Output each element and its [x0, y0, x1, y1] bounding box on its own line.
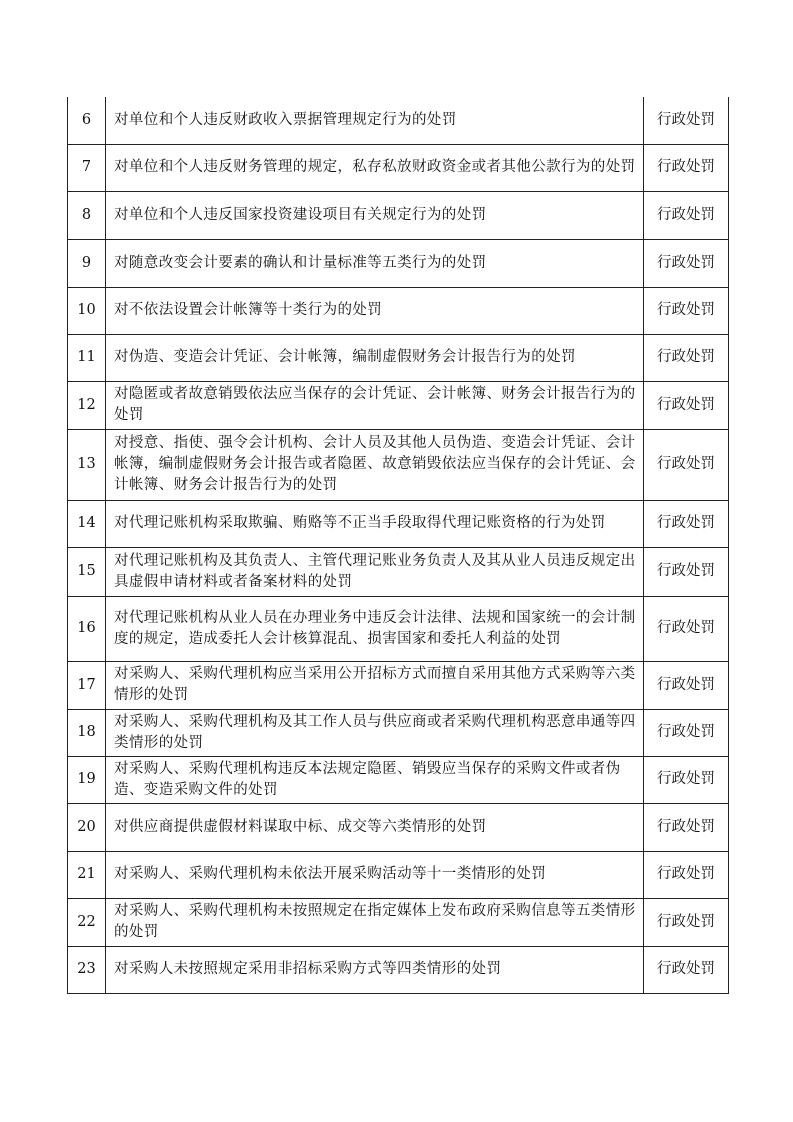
row-number: 19 [68, 756, 106, 803]
penalty-item: 对授意、指使、强令会计机构、会计人员及其他人员伪造、变造会计凭证、会计帐簿，编制虚假财务会计报告或者隐匿、故意销毁依法应当保存的会计凭证、会计帐簿、财务会计报告行为的处罚 [106, 429, 644, 500]
penalty-item: 对采购人、采购代理机构应当采用公开招标方式而擅自采用其他方式采购等六类情形的处罚 [106, 661, 644, 709]
penalty-item: 对单位和个人违反财政收入票据管理规定行为的处罚 [106, 97, 644, 144]
table-row [68, 97, 729, 144]
penalty-type: 行政处罚 [644, 547, 729, 596]
table-row [68, 946, 729, 993]
penalty-items-table [67, 97, 729, 994]
penalty-type: 行政处罚 [644, 381, 729, 429]
table-row [68, 334, 729, 381]
table-row [68, 381, 729, 429]
table-row [68, 756, 729, 803]
table-row [68, 851, 729, 898]
penalty-item: 对采购人未按照规定采用非招标采购方式等四类情形的处罚 [106, 946, 644, 993]
table-row [68, 709, 729, 756]
row-number: 18 [68, 709, 106, 756]
penalty-type: 行政处罚 [644, 898, 729, 946]
row-number: 14 [68, 500, 106, 547]
penalty-item: 对代理记账机构从业人员在办理业务中违反会计法律、法规和国家统一的会计制度的规定，造成委托人会计核算混乱、损害国家和委托人利益的处罚 [106, 596, 644, 661]
penalty-item: 对不依法设置会计帐簿等十类行为的处罚 [106, 287, 644, 334]
penalty-type: 行政处罚 [644, 239, 729, 287]
penalty-item: 对伪造、变造会计凭证、会计帐簿，编制虚假财务会计报告行为的处罚 [106, 334, 644, 381]
penalty-type: 行政处罚 [644, 500, 729, 547]
row-number: 15 [68, 547, 106, 596]
row-number: 21 [68, 851, 106, 898]
table-row [68, 803, 729, 851]
penalty-type: 行政处罚 [644, 97, 729, 144]
penalty-item: 对隐匿或者故意销毁依法应当保存的会计凭证、会计帐簿、财务会计报告行为的处罚 [106, 381, 644, 429]
row-number: 6 [68, 97, 106, 144]
penalty-item: 对代理记账机构及其负责人、主管代理记账业务负责人及其从业人员违反规定出具虚假申请材料或者备案材料的处罚 [106, 547, 644, 596]
penalty-type: 行政处罚 [644, 851, 729, 898]
penalty-type: 行政处罚 [644, 191, 729, 239]
row-number: 9 [68, 239, 106, 287]
table-row [68, 429, 729, 500]
row-number: 23 [68, 946, 106, 993]
penalty-item: 对采购人、采购代理机构及其工作人员与供应商或者采购代理机构恶意串通等四类情形的处罚 [106, 709, 644, 756]
penalty-type: 行政处罚 [644, 756, 729, 803]
row-number: 17 [68, 661, 106, 709]
penalty-type: 行政处罚 [644, 596, 729, 661]
table-row [68, 144, 729, 191]
penalty-item: 对采购人、采购代理机构未按照规定在指定媒体上发布政府采购信息等五类情形的处罚 [106, 898, 644, 946]
penalty-type: 行政处罚 [644, 661, 729, 709]
penalty-item: 对单位和个人违反国家投资建设项目有关规定行为的处罚 [106, 191, 644, 239]
penalty-item: 对单位和个人违反财务管理的规定，私存私放财政资金或者其他公款行为的处罚 [106, 144, 644, 191]
penalty-type: 行政处罚 [644, 334, 729, 381]
table-row [68, 287, 729, 334]
penalty-type: 行政处罚 [644, 946, 729, 993]
row-number: 22 [68, 898, 106, 946]
table-row [68, 547, 729, 596]
penalty-type: 行政处罚 [644, 144, 729, 191]
penalty-item: 对采购人、采购代理机构未依法开展采购活动等十一类情形的处罚 [106, 851, 644, 898]
penalty-type: 行政处罚 [644, 709, 729, 756]
row-number: 10 [68, 287, 106, 334]
penalty-type: 行政处罚 [644, 803, 729, 851]
table-row [68, 898, 729, 946]
penalty-item: 对采购人、采购代理机构违反本法规定隐匿、销毁应当保存的采购文件或者伪造、变造采购文件的处罚 [106, 756, 644, 803]
table-row [68, 191, 729, 239]
penalty-type: 行政处罚 [644, 287, 729, 334]
row-number: 20 [68, 803, 106, 851]
row-number: 8 [68, 191, 106, 239]
table-row [68, 239, 729, 287]
penalty-item: 对供应商提供虚假材料谋取中标、成交等六类情形的处罚 [106, 803, 644, 851]
penalty-type: 行政处罚 [644, 429, 729, 500]
table-row [68, 500, 729, 547]
row-number: 12 [68, 381, 106, 429]
row-number: 11 [68, 334, 106, 381]
table-row [68, 596, 729, 661]
table-row [68, 661, 729, 709]
penalty-item: 对代理记账机构采取欺骗、贿赂等不正当手段取得代理记账资格的行为处罚 [106, 500, 644, 547]
row-number: 13 [68, 429, 106, 500]
penalty-item: 对随意改变会计要素的确认和计量标准等五类行为的处罚 [106, 239, 644, 287]
row-number: 7 [68, 144, 106, 191]
row-number: 16 [68, 596, 106, 661]
